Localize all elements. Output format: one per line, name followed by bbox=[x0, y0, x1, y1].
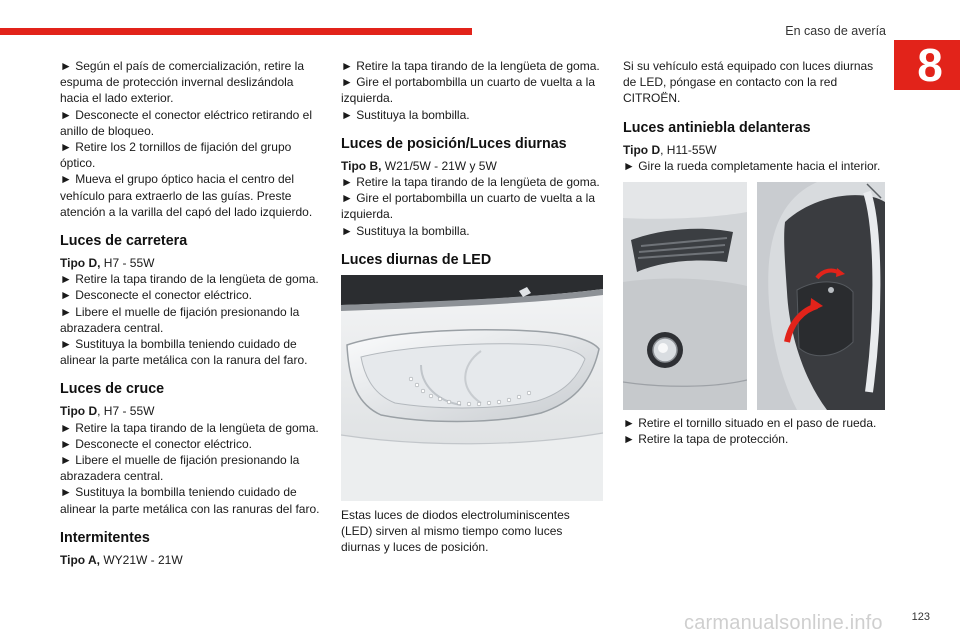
bulb-type-line bbox=[60, 403, 324, 419]
instruction-step: ► Gire la rueda completamente hacia el interior. bbox=[623, 158, 881, 173]
fog-light-bumper-photo bbox=[623, 182, 747, 410]
instruction-step: ► Libere el muelle de fijación presionando la abrazadera central. bbox=[60, 304, 300, 335]
bulb-type-label: Tipo A, bbox=[60, 552, 100, 567]
bulb-type-value: H7 - 55W bbox=[100, 256, 155, 271]
fog-light-wheel-arch-photo bbox=[757, 182, 885, 410]
instruction-step: ► Sustituya la bombilla teniendo cuidado de alinear la parte metálica con las ranuras del faro. bbox=[60, 485, 320, 516]
intro-paragraph: Si su vehículo está equipado con luces diurnas de LED, póngase en contacto con la red CITROËN. bbox=[623, 59, 874, 106]
instruction-step: ► Sustituya la bombilla. bbox=[341, 223, 470, 238]
fog-light-steps-after bbox=[623, 415, 889, 447]
bulb-type-value: , H11-55W bbox=[660, 142, 717, 157]
instruction-step: ► Mueva el grupo óptico hacia el centro del vehículo para extraerlo de las guías. Preste atención a la varilla del capó del lado izquierdo. bbox=[60, 172, 313, 219]
instruction-step: ► Desconecte el conector eléctrico. bbox=[60, 288, 252, 303]
heading-luces-posicion: Luces de posición/Luces diurnas bbox=[341, 135, 567, 152]
heading-luces-cruce: Luces de cruce bbox=[60, 381, 165, 398]
column-2 bbox=[341, 58, 603, 555]
section-title: En caso de avería bbox=[785, 24, 886, 38]
instruction-step: ► Sustituya la bombilla. bbox=[341, 107, 470, 122]
bulb-type-line bbox=[341, 158, 603, 174]
fog-light-photos bbox=[623, 182, 885, 410]
instruction-step: ► Según el país de comercialización, retire la espuma de protección invernal deslizándola hacia el lado exterior. bbox=[60, 59, 304, 106]
instruction-step: ► Desconecte el conector eléctrico. bbox=[60, 436, 252, 451]
watermark-text: carmanualsonline.info bbox=[684, 612, 883, 634]
instruction-step: ► Retire la tapa de protección. bbox=[623, 432, 789, 447]
instruction-step: ► Libere el muelle de fijación presionando la abrazadera central. bbox=[60, 453, 300, 484]
instruction-step: ► Retire la tapa tirando de la lengüeta de goma. bbox=[60, 272, 319, 287]
heading-luces-antiniebla: Luces antiniebla delanteras bbox=[623, 119, 811, 136]
instruction-step: ► Retire el tornillo situado en el paso de rueda. bbox=[623, 416, 877, 431]
instruction-step: ► Retire la tapa tirando de la lengüeta de goma. bbox=[341, 59, 600, 73]
bulb-type-value: , H7 - 55W bbox=[97, 404, 155, 419]
bulb-type-value: WY21W - 21W bbox=[100, 552, 183, 567]
column-3 bbox=[623, 58, 889, 447]
heading-intermitentes: Intermitentes bbox=[60, 529, 150, 546]
instruction-step: ► Retire la tapa tirando de la lengüeta de goma. bbox=[60, 420, 319, 435]
bulb-type-label: Tipo D bbox=[623, 142, 661, 157]
led-headlight-photo bbox=[341, 275, 603, 501]
bulb-type-value: W21/5W - 21W y 5W bbox=[381, 158, 497, 173]
bulb-type-label: Tipo B, bbox=[341, 158, 382, 173]
bulb-type-line bbox=[623, 142, 889, 158]
bulb-type-line bbox=[60, 552, 324, 568]
column-1 bbox=[60, 58, 324, 568]
bulb-type-label: Tipo D bbox=[60, 404, 98, 419]
led-photo-caption: Estas luces de diodos electroluminiscentes (LED) sirven al mismo tiempo como luces diurnas y luces de posición. bbox=[341, 507, 570, 555]
instruction-step: ► Sustituya la bombilla teniendo cuidado de alinear la parte metálica con la ranura del faro. bbox=[60, 337, 308, 368]
instruction-step: ► Retire la tapa tirando de la lengüeta de goma. bbox=[341, 175, 600, 190]
header-accent-bar bbox=[0, 28, 472, 35]
heading-luces-carretera: Luces de carretera bbox=[60, 233, 188, 250]
instruction-step: ► Retire los 2 tornillos de fijación del grupo óptico. bbox=[60, 140, 292, 171]
instruction-step: ► Gire el portabombilla un cuarto de vuelta a la izquierda. bbox=[341, 191, 596, 222]
bulb-type-line bbox=[60, 255, 324, 271]
bulb-type-label: Tipo D, bbox=[60, 256, 101, 271]
instruction-step: ► Gire el portabombilla un cuarto de vuelta a la izquierda. bbox=[341, 75, 596, 106]
page-number: 123 bbox=[911, 611, 930, 623]
instruction-step: ► Desconecte el conector eléctrico retirando el anillo de bloqueo. bbox=[60, 107, 312, 138]
heading-luces-diurnas-led: Luces diurnas de LED bbox=[341, 251, 492, 268]
chapter-number-badge: 8 bbox=[894, 40, 960, 90]
